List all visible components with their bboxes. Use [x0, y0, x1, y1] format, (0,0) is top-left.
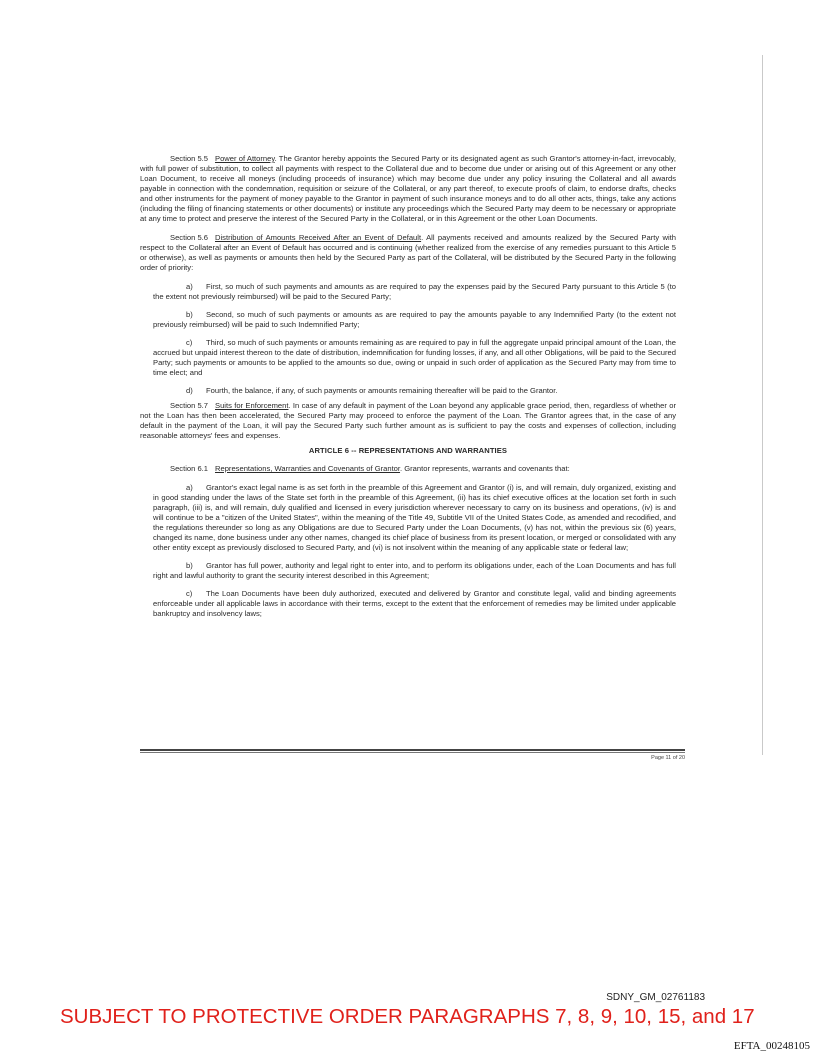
efta-id: EFTA_00248105 — [733, 1040, 810, 1052]
section-number: Section 5.6 — [170, 233, 208, 242]
section-heading: Power of Attorney — [215, 154, 275, 163]
section-5-6 — [140, 233, 676, 273]
list-item — [153, 338, 676, 378]
item-text: Third, so much of such payments or amounts remaining as are required to pay in full the aggregate unpaid principal amount of the Loan, the accrued but unpaid interest thereon to the date of distribution, indemnification for funding losses, if any, and all other Obligations, will be paid to the Secured Party; such payments or amounts to be applied to the amounts so due, owing or unpaid in such order of application as the Secured Party may from time to time elect; and — [153, 338, 676, 377]
item-text: Second, so much of such payments or amounts as are required to pay the amounts payable to any Indemnified Party (to the extent not previously reimbursed) will be paid to such Indemnified Party; — [153, 310, 676, 329]
section-heading: Representations, Warranties and Covenants of Grantor — [215, 464, 401, 473]
item-text: Grantor has full power, authority and legal right to enter into, and to perform its obligations under, each of the Loan Documents and has full right and lawful authority to grant the security interest described in this Agreement; — [153, 561, 676, 580]
list-item — [153, 483, 676, 553]
section-heading: Distribution of Amounts Received After an Event of Default — [215, 233, 422, 242]
section-text: . In case of any default in payment of the Loan beyond any applicable grace period, then, regardless of whether or not the Loan has then been accelerated, the Secured Party may proceed to enforce the payment of the Loan. The Grantor agrees that, in the case of any default in the payment of the Loan, it will pay the Secured Party such further amount as is sufficient to pay the costs and expenses of collection, including reasonable attorneys' fees and expenses. — [140, 401, 676, 440]
item-label: b) — [186, 310, 193, 319]
list-item — [153, 310, 676, 330]
item-label: d) — [186, 386, 193, 395]
item-label: a) — [186, 282, 193, 291]
protective-order-notice: SUBJECT TO PROTECTIVE ORDER PARAGRAPHS 7, 8, 9, 10, 15, and 17 — [60, 1005, 755, 1028]
article-heading: ARTICLE 6 -- REPRESENTATIONS AND WARRANTIES — [308, 446, 508, 455]
item-text: Fourth, the balance, if any, of such payments or amounts remaining thereafter will be paid to the Grantor. — [206, 386, 558, 395]
list-item — [153, 561, 676, 581]
page-number: Page 11 of 20 — [651, 755, 685, 761]
item-label: a) — [186, 483, 193, 492]
section-5-7 — [140, 401, 676, 441]
scan-edge-line — [762, 55, 763, 755]
footer-rule-thin — [140, 752, 685, 753]
bates-number: SDNY_GM_02761183 — [606, 992, 705, 1003]
item-label: c) — [186, 338, 193, 347]
section-6-1 — [140, 464, 676, 474]
item-label: b) — [186, 561, 193, 570]
item-text: Grantor's exact legal name is as set forth in the preamble of this Agreement and Grantor (i) is, and will remain, duly organized, existing and in good standing under the laws of the State set forth in the preamble of this Agreement, (ii) has its chief executive offices at the location set forth in such paragraph, (iii) is, and will remain, duly qualified and licensed in every jurisdiction wherever necessary to carry on its business and operations, (iv) is and will continue to be a "citizen of the United States", within the meaning of the Title 49, Subtitle VII of the United States Code, as amended and recodified, and the regulations thereunder so long as any Obligations are due to Secured Party under the Loan Documents, (v) has not, within the previous six (6) years, changed its name, done business under any other names, changed its chief place of business from its present location, or merged or consolidated with any other entity except as previously disclosed to Secured Party, and (vi) is not insolvent within the meaning of any applicable state or federal law; — [153, 483, 676, 552]
section-text: . The Grantor hereby appoints the Secured Party or its designated agent as such Grantor's attorney-in-fact, irrevocably, with full power of substitution, to collect all payments with respect to the Collateral due and to become due under or arising out of this Agreement or any other Loan Document, to receive all moneys (including proceeds of insurance) which may become due under any policy insuring the Collateral and all awards payable in connection with the condemnation, requisition or seizure of the Collateral, or any part thereof, to execute proofs of claim, to endorse drafts, checks and other instruments for the payment of money payable to the Grantor in payment of such insurance moneys and to do all other acts, things, take any actions (including the filing of financing statements or other documents) or institute any proceedings which the Secured Party may deem to be necessary or appropriate at any time to protect and preserve the interest of the Secured Party in the Collateral, or in this Agreement or the other Loan Documents. — [140, 154, 677, 223]
list-item — [153, 386, 676, 396]
section-number: Section 5.7 — [170, 401, 208, 410]
item-text: The Loan Documents have been duly authorized, executed and delivered by Grantor and constitute legal, valid and binding agreements enforceable under all applicable laws in accordance with their terms, except to the extent that the enforcement of remedies may be limited under applicable bankruptcy and insolvency laws; — [153, 589, 676, 618]
document-body — [140, 154, 676, 627]
list-item — [153, 589, 676, 619]
footer-rule — [140, 749, 685, 751]
item-label: c) — [186, 589, 193, 598]
item-text: First, so much of such payments and amounts as are required to pay the expenses paid by the Secured Party pursuant to this Article 5 (to the extent not previously reimbursed) will be paid to the Secured Party; — [153, 282, 676, 301]
list-item — [153, 282, 676, 302]
section-5-5 — [140, 154, 676, 224]
section-heading: Suits for Enforcement — [215, 401, 289, 410]
section-text: . Grantor represents, warrants and covenants that: — [400, 464, 570, 473]
section-number: Section 5.5 — [170, 154, 208, 163]
section-number: Section 6.1 — [170, 464, 208, 473]
section-text: . All payments received and amounts realized by the Secured Party with respect to the Collateral after an Event of Default has occurred and is continuing (whether realized from the exercise of any remedies pursuant to this Article 5 or otherwise), as well as payments or amounts then held by the Secured Party as part of the Collateral, will be distributed by the Secured Party in the following order of priority: — [140, 233, 676, 272]
